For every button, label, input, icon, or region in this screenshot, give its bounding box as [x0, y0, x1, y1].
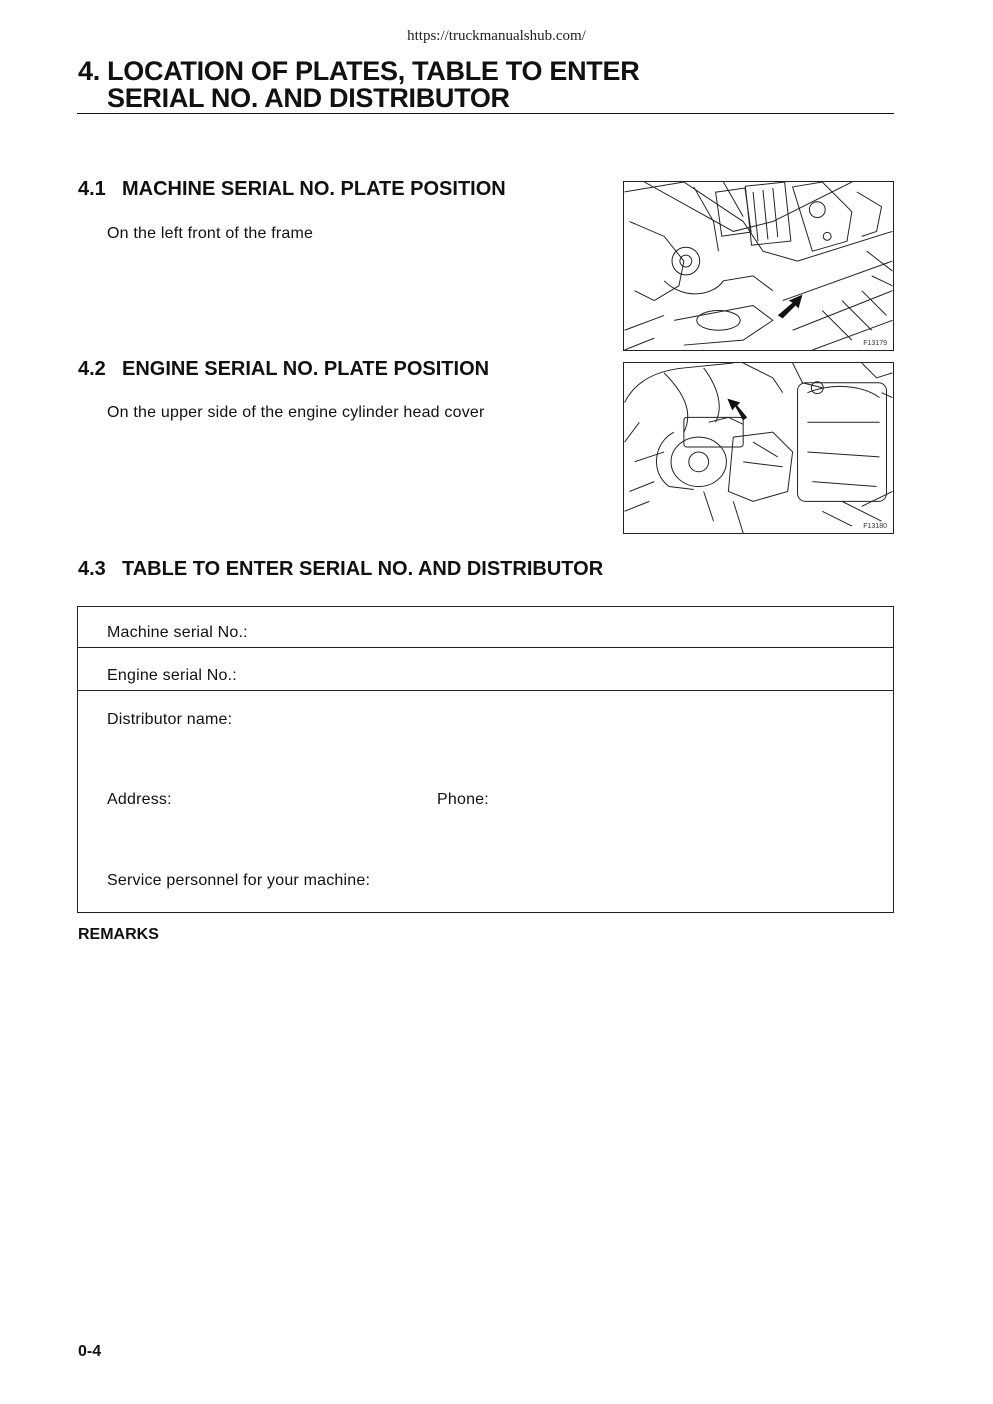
- address-label: Address:: [107, 791, 172, 808]
- service-personnel-label: Service personnel for your machine:: [107, 872, 371, 889]
- page-title-line-1: 4. LOCATION OF PLATES, TABLE TO ENTER: [78, 56, 640, 86]
- phone-label: Phone:: [437, 791, 489, 808]
- figure-code: F13179: [863, 340, 887, 347]
- figure-code: F13180: [863, 523, 887, 530]
- machine-serial-row[interactable]: [78, 607, 893, 648]
- page-title-line-2: SERIAL NO. AND DISTRIBUTOR: [107, 83, 510, 113]
- section-title: ENGINE SERIAL NO. PLATE POSITION: [122, 358, 490, 380]
- section-4-3-heading: [78, 558, 603, 581]
- section-number: 4.2: [78, 358, 106, 380]
- section-4-2-text: On the upper side of the engine cylinder head cover: [107, 404, 485, 421]
- machine-serial-label: Machine serial No.:: [107, 624, 248, 641]
- machine-plate-figure: [623, 181, 894, 351]
- section-4-2-heading: [78, 358, 489, 381]
- section-number: 4.3: [78, 558, 106, 580]
- distributor-name-label: Distributor name:: [107, 711, 233, 728]
- section-number: 4.1: [78, 178, 106, 200]
- remarks-heading: REMARKS: [78, 926, 159, 943]
- page-number: 0-4: [78, 1343, 102, 1360]
- title-underline: [77, 113, 894, 114]
- source-url: https://truckmanualshub.com/: [407, 28, 586, 44]
- section-4-1-text: On the left front of the frame: [107, 225, 314, 242]
- page-title: [78, 58, 639, 112]
- engine-serial-row[interactable]: [78, 648, 893, 691]
- serial-distributor-table: [77, 606, 894, 913]
- section-title: TABLE TO ENTER SERIAL NO. AND DISTRIBUTOR: [122, 558, 604, 580]
- machine-frame-illustration: [624, 182, 893, 350]
- engine-serial-label: Engine serial No.:: [107, 667, 237, 684]
- engine-illustration: [624, 363, 893, 533]
- section-4-1-heading: [78, 178, 506, 201]
- engine-plate-figure: [623, 362, 894, 534]
- section-title: MACHINE SERIAL NO. PLATE POSITION: [122, 178, 506, 200]
